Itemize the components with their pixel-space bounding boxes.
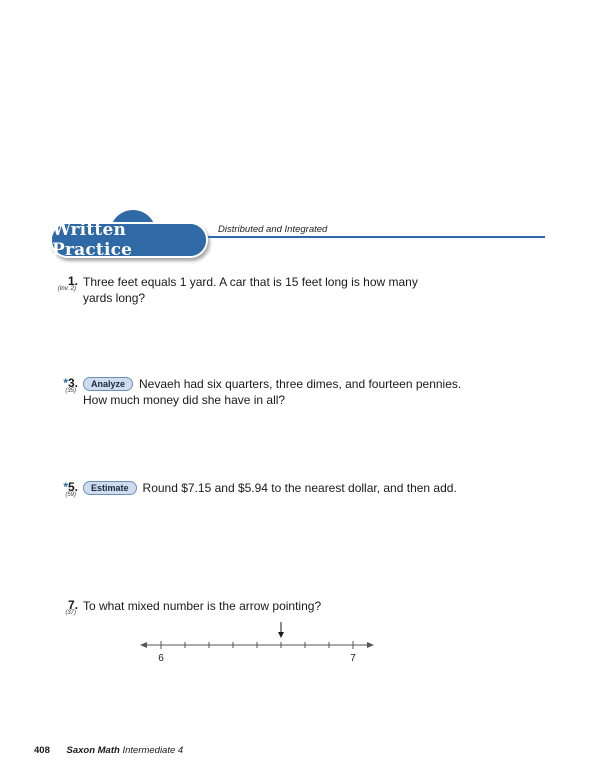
section-subtitle: Distributed and Integrated — [218, 224, 328, 235]
lesson-reference: (59) — [65, 492, 76, 498]
page-footer — [34, 745, 183, 756]
problem-number: 1. — [67, 274, 78, 288]
analyze-tag: Analyze — [83, 377, 133, 391]
pointer-arrow-head — [278, 632, 284, 638]
left-arrowhead — [140, 642, 147, 648]
problem-text — [83, 376, 523, 408]
problem-text — [83, 598, 523, 614]
problem-line: Analyze Nevaeh had six quarters, three dimes, and fourteen pennies. — [83, 376, 523, 392]
tick-label-end: 7 — [350, 653, 356, 664]
book-series: Saxon Math — [66, 745, 120, 756]
problem-number: 7. — [67, 598, 78, 612]
tick-label-start: 6 — [158, 653, 164, 664]
estimate-tag: Estimate — [83, 481, 137, 495]
problem-line: How much money did she have in all? — [83, 393, 286, 407]
problem-line: Estimate Round $7.15 and $5.94 to the nearest dollar, and then add. — [83, 480, 523, 496]
section-title: Written Practice — [52, 220, 133, 260]
problem-text — [83, 274, 523, 306]
problem-text — [83, 480, 523, 496]
book-level: Intermediate 4 — [122, 745, 184, 756]
problem-number: *3. — [63, 376, 78, 390]
number-line — [140, 620, 380, 670]
lesson-reference: (37) — [65, 610, 76, 616]
right-arrowhead — [367, 642, 374, 648]
problem-line: Three feet equals 1 yard. A car that is 15 feet long is how many — [83, 275, 418, 289]
page-number: 408 — [34, 745, 50, 756]
header-badge-label — [52, 220, 206, 260]
star-marker: * — [63, 376, 68, 390]
star-marker: * — [63, 480, 68, 494]
lesson-reference: (Inv. 2) — [57, 286, 76, 292]
section-header — [50, 210, 550, 260]
problem-line: yards long? — [83, 291, 146, 305]
header-rule — [208, 236, 545, 238]
problem-number: *5. — [63, 480, 78, 494]
problem-line: To what mixed number is the arrow pointing? — [83, 599, 322, 613]
lesson-reference: (35) — [65, 388, 76, 394]
